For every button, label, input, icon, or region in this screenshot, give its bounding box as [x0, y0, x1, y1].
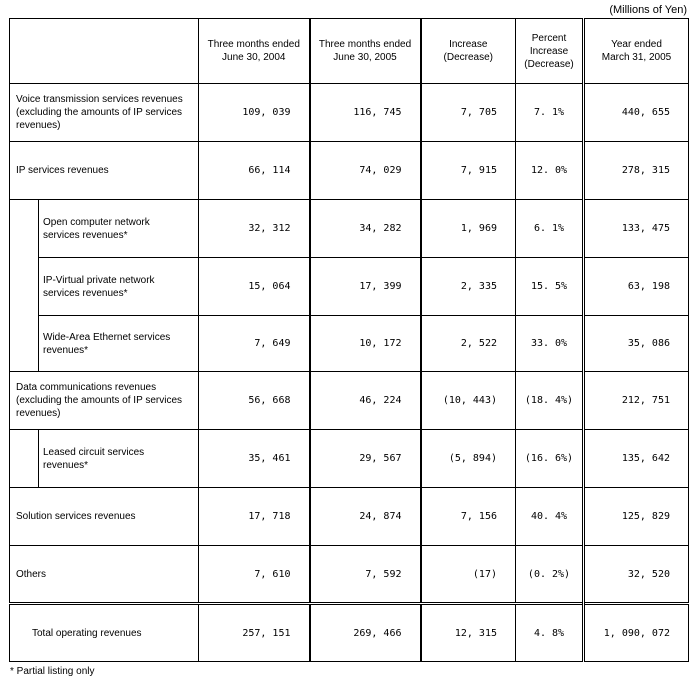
cell-value: (0. 2%)	[516, 546, 584, 604]
cell-value: 29, 567	[310, 430, 421, 488]
cell-value: 56, 668	[199, 372, 310, 430]
indent-spacer	[10, 316, 39, 372]
table-row	[10, 142, 689, 200]
cell-value: 7, 610	[199, 546, 310, 604]
footnote: * Partial listing only	[10, 666, 95, 677]
cell-value: 278, 315	[584, 142, 689, 200]
cell-value: 7, 649	[199, 316, 310, 372]
cell-value: 32, 520	[584, 546, 689, 604]
cell-value: 34, 282	[310, 200, 421, 258]
cell-value: 1, 090, 072	[584, 604, 689, 662]
cell-value: (18. 4%)	[516, 372, 584, 430]
cell-value: 17, 399	[310, 258, 421, 316]
cell-value: 66, 114	[199, 142, 310, 200]
cell-value: 2, 335	[421, 258, 516, 316]
cell-value: 10, 172	[310, 316, 421, 372]
table-row	[10, 316, 689, 372]
cell-value: 440, 655	[584, 84, 689, 142]
cell-value: 74, 029	[310, 142, 421, 200]
cell-value: 15, 064	[199, 258, 310, 316]
cell-value: (16. 6%)	[516, 430, 584, 488]
indent-spacer	[10, 430, 39, 488]
table-row	[10, 430, 689, 488]
cell-value: 109, 039	[199, 84, 310, 142]
cell-value: 17, 718	[199, 488, 310, 546]
cell-value: 7. 1%	[516, 84, 584, 142]
indent-spacer	[10, 258, 39, 316]
cell-value: 46, 224	[310, 372, 421, 430]
row-label: Voice transmission services revenues (excluding the amounts of IP services revenues)	[10, 84, 199, 142]
cell-value: 7, 705	[421, 84, 516, 142]
cell-value: 257, 151	[199, 604, 310, 662]
cell-value: 33. 0%	[516, 316, 584, 372]
cell-value: 212, 751	[584, 372, 689, 430]
cell-value: 40. 4%	[516, 488, 584, 546]
table-row	[10, 258, 689, 316]
cell-value: 133, 475	[584, 200, 689, 258]
row-label: Open computer network services revenues*	[39, 200, 199, 258]
row-label: IP-Virtual private network services revenues*	[39, 258, 199, 316]
cell-value: (17)	[421, 546, 516, 604]
table-row	[10, 372, 689, 430]
table-row	[10, 488, 689, 546]
row-label: Total operating revenues	[10, 604, 199, 662]
unit-note: (Millions of Yen)	[609, 4, 687, 16]
header-col5: Year ended March 31, 2005	[584, 19, 689, 84]
total-row	[10, 604, 689, 662]
cell-value: 135, 642	[584, 430, 689, 488]
cell-value: 1, 969	[421, 200, 516, 258]
cell-value: 32, 312	[199, 200, 310, 258]
row-label: Solution services revenues	[10, 488, 199, 546]
cell-value: 24, 874	[310, 488, 421, 546]
header-col3: Increase (Decrease)	[421, 19, 516, 84]
indent-spacer	[10, 200, 39, 258]
cell-value: 7, 156	[421, 488, 516, 546]
header-blank	[10, 19, 199, 84]
cell-value: 35, 461	[199, 430, 310, 488]
row-label: IP services revenues	[10, 142, 199, 200]
cell-value: 35, 086	[584, 316, 689, 372]
cell-value: 4. 8%	[516, 604, 584, 662]
row-label: Others	[10, 546, 199, 604]
row-label: Wide-Area Ethernet services revenues*	[39, 316, 199, 372]
row-label: Data communications revenues (excluding the amounts of IP services revenues)	[10, 372, 199, 430]
table-row	[10, 546, 689, 604]
header-col2: Three months ended June 30, 2005	[310, 19, 421, 84]
cell-value: 12. 0%	[516, 142, 584, 200]
cell-value: 7, 915	[421, 142, 516, 200]
table-row	[10, 84, 689, 142]
cell-value: (5, 894)	[421, 430, 516, 488]
header-col4: Percent Increase (Decrease)	[516, 19, 584, 84]
cell-value: 125, 829	[584, 488, 689, 546]
cell-value: 12, 315	[421, 604, 516, 662]
cell-value: 116, 745	[310, 84, 421, 142]
row-label: Leased circuit services revenues*	[39, 430, 199, 488]
cell-value: 2, 522	[421, 316, 516, 372]
cell-value: 7, 592	[310, 546, 421, 604]
cell-value: 15. 5%	[516, 258, 584, 316]
cell-value: 63, 198	[584, 258, 689, 316]
revenue-table	[9, 18, 689, 662]
header-row	[10, 19, 689, 84]
table-row	[10, 200, 689, 258]
cell-value: 6. 1%	[516, 200, 584, 258]
header-col1: Three months ended June 30, 2004	[199, 19, 310, 84]
cell-value: 269, 466	[310, 604, 421, 662]
cell-value: (10, 443)	[421, 372, 516, 430]
